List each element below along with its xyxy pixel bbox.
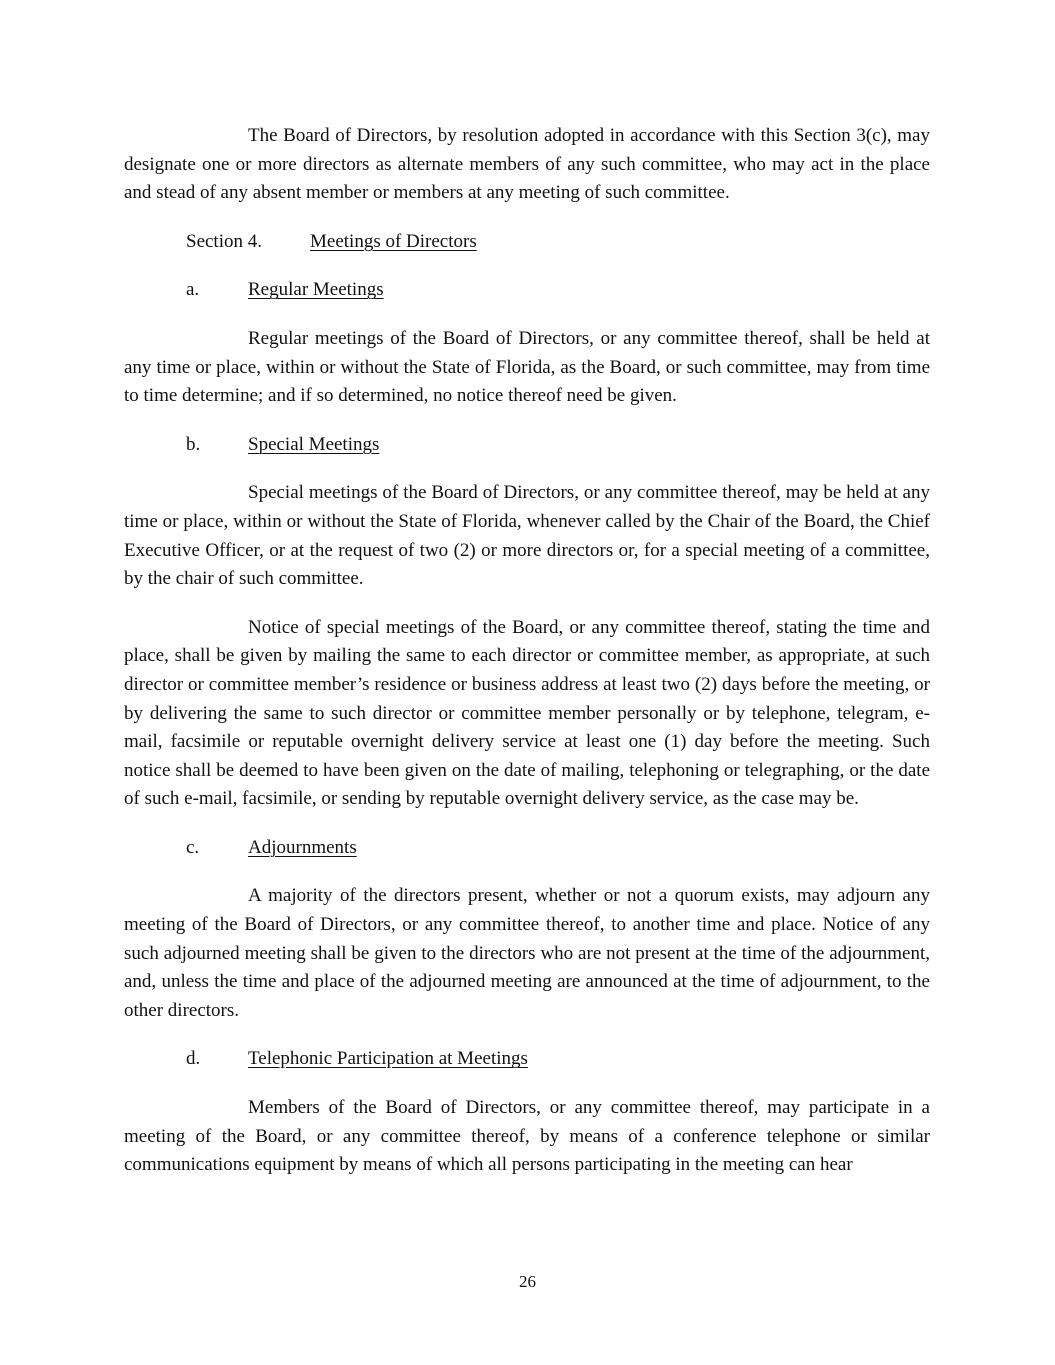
subsection-label: b. [186, 433, 201, 455]
subsection-title: Adjournments [248, 836, 357, 858]
subsection-heading-d [124, 1045, 930, 1074]
section-number: Section 4. [186, 230, 262, 252]
section-heading [124, 228, 930, 257]
subsection-title: Special Meetings [248, 433, 380, 455]
paragraph-adjournments: A majority of the directors present, whether or not a quorum exists, may adjourn any meeting of the Board of Directors, or any committee thereof, to another time and place. Notice of any such adjourned meeting shall be given to the directors who are not present at the time of the adjournment, and, unless the time and place of the adjourned meeting are announced at the time of adjournment, to the other directors. [124, 885, 930, 1021]
paragraph-alternate-members: The Board of Directors, by resolution adopted in accordance with this Section 3(c), may designate one or more directors as alternate members of any such committee, who may act in the place and stead of any absent member or members at any meeting of such committee. [124, 125, 930, 204]
page-number: 26 [519, 1272, 536, 1291]
document-page [124, 122, 930, 1200]
subsection-heading-c [124, 834, 930, 863]
paragraph-telephonic-participation: Members of the Board of Directors, or any committee thereof, may participate in a meeting of the Board, or any committee thereof, by means of a conference telephone or similar communications equipment by means of which all persons participating in the meeting can hear [124, 1097, 930, 1176]
subsection-label: d. [186, 1048, 201, 1070]
subsection-label: a. [186, 279, 200, 301]
subsection-heading-b [124, 431, 930, 460]
paragraph-special-meetings-notice: Notice of special meetings of the Board, or any committee thereof, stating the time and place, shall be given by mailing the same to each director or committee member, as appropriate, at such director or committee member’s residence or business address at least two (2) days before the meeting, or by delivering the same to such director or committee member personally or by telephone, telegram, e-mail, facsimile or reputable overnight delivery service at least one (1) day before the meeting. Such notice shall be deemed to have been given on the date of mailing, telephoning or telegraphing, or the date of such e-mail, facsimile, or sending by reputable overnight delivery service, as the case may be. [124, 616, 930, 810]
subsection-label: c. [186, 836, 200, 858]
paragraph-special-meetings: Special meetings of the Board of Directors, or any committee thereof, may be held at any time or place, within or without the State of Florida, whenever called by the Chair of the Board, the Chief Executive Officer, or at the request of two (2) or more directors or, for a special meeting of a committee, by the chair of such committee. [124, 482, 930, 590]
paragraph-regular-meetings: Regular meetings of the Board of Directors, or any committee thereof, shall be held at any time or place, within or without the State of Florida, as the Board, or such committee, may from time to time determine; and if so determined, no notice thereof need be given. [124, 327, 930, 407]
subsection-title: Regular Meetings [248, 279, 384, 301]
subsection-heading-a [124, 276, 930, 305]
subsection-title: Telephonic Participation at Meetings [248, 1048, 528, 1070]
section-title: Meetings of Directors [310, 230, 477, 252]
